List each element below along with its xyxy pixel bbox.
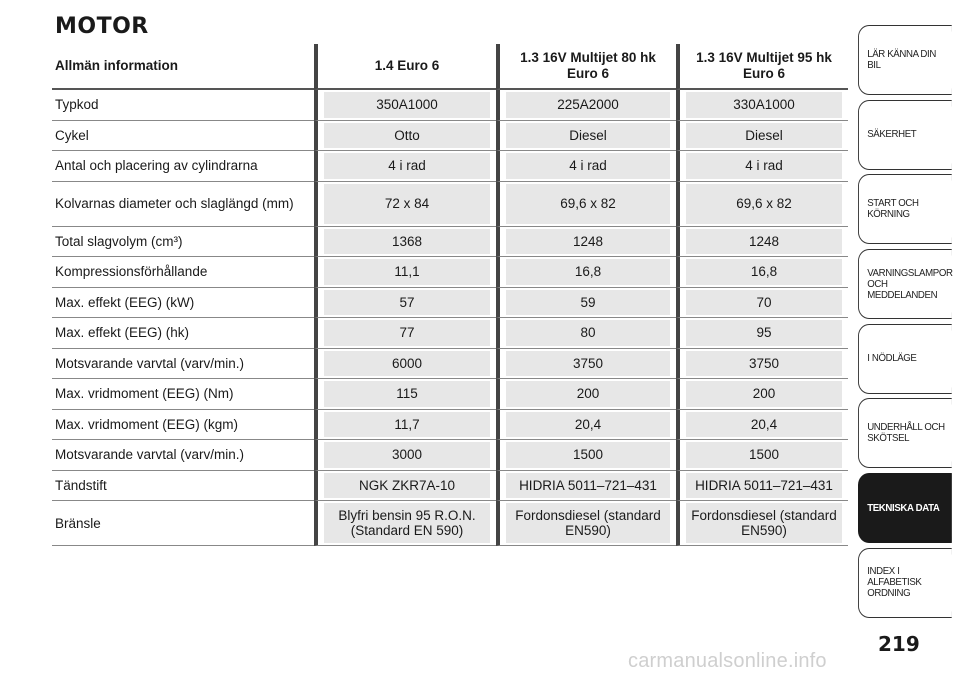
chapter-tab-label: TEKNISKA DATA (867, 501, 940, 514)
cell-value: 4 i rad (388, 158, 426, 174)
value-cell (496, 318, 676, 349)
cell-value: 95 (756, 325, 772, 341)
value-cell (314, 471, 496, 502)
page-title: MOTOR (55, 14, 149, 39)
cell-value: 3750 (748, 355, 780, 371)
table-row (52, 318, 848, 349)
table-row (52, 288, 848, 319)
row-label: Total slagvolym (cm³) (52, 227, 314, 258)
value-cell (496, 410, 676, 441)
value-cell (676, 288, 848, 319)
cell-value: 1248 (572, 233, 604, 249)
cell-value: 4 i rad (745, 158, 783, 174)
table-row (52, 151, 848, 182)
row-label: Antal och placering av cylindrarna (52, 151, 314, 182)
chapter-tab-7[interactable] (858, 473, 952, 543)
chapter-tab-3[interactable] (858, 174, 952, 244)
value-cell (314, 121, 496, 152)
cell-value: 3750 (572, 355, 604, 371)
row-label: Bränsle (52, 501, 314, 546)
row-label: Max. vridmoment (EEG) (Nm) (52, 379, 314, 410)
cell-value: 1368 (391, 233, 423, 249)
value-cell (676, 318, 848, 349)
value-cell (496, 501, 676, 546)
chapter-tab-label: I NÖDLÄGE (867, 352, 917, 365)
value-cell (676, 501, 848, 546)
value-cell (496, 151, 676, 182)
cell-value: 1500 (572, 447, 604, 463)
cell-value: 16,8 (750, 264, 778, 280)
value-cell (496, 90, 676, 121)
chapter-tab-label: VARNINGSLAMPOR OCH MEDDELANDEN (867, 266, 953, 301)
cell-value: HIDRIA 5011–721–431 (519, 477, 657, 493)
table-row (52, 440, 848, 471)
cell-value: Diesel (745, 127, 783, 143)
cell-value: Fordonsdiesel (standard EN590) (515, 508, 661, 538)
row-label: Kolvarnas diameter och slaglängd (mm) (52, 182, 314, 227)
value-cell (314, 227, 496, 258)
cell-value: 330A1000 (733, 97, 795, 113)
cell-value: Diesel (569, 127, 607, 143)
value-cell (676, 257, 848, 288)
cell-value: 72 x 84 (384, 196, 430, 211)
value-cell (496, 440, 676, 471)
row-label: Tändstift (52, 471, 314, 502)
cell-value: 6000 (391, 355, 423, 371)
cell-value: 1248 (748, 233, 780, 249)
value-cell (496, 379, 676, 410)
cell-value: 59 (580, 294, 596, 310)
table-row (52, 471, 848, 502)
table-row (52, 379, 848, 410)
cell-value: 3000 (391, 447, 423, 463)
column-header-engine-3: 1.3 16V Multijet 95 hk Euro 6 (676, 44, 848, 90)
value-cell (496, 349, 676, 380)
cell-value: 57 (399, 294, 415, 310)
chapter-tab-6[interactable] (858, 398, 952, 468)
chapter-tab-label: START OCH KÖRNING (867, 197, 919, 221)
cell-value: 350A1000 (376, 97, 438, 113)
chapter-tab-8[interactable] (858, 548, 952, 618)
value-cell (314, 501, 496, 546)
value-cell (314, 349, 496, 380)
chapter-tab-5[interactable] (858, 324, 952, 394)
cell-value: 16,8 (574, 264, 602, 280)
table-row (52, 182, 848, 227)
value-cell (676, 349, 848, 380)
cell-value: 11,7 (394, 416, 420, 432)
value-cell (314, 379, 496, 410)
chapter-tab-label: LÄR KÄNNA DIN BIL (867, 48, 936, 71)
table-row (52, 349, 848, 380)
row-label: Cykel (52, 121, 314, 152)
value-cell (314, 288, 496, 319)
cell-value: 77 (399, 325, 415, 341)
chapter-tab-4[interactable] (858, 249, 952, 319)
column-header-engine-2: 1.3 16V Multijet 80 hk Euro 6 (496, 44, 676, 90)
cell-value: 69,6 x 82 (736, 196, 792, 211)
value-cell (314, 257, 496, 288)
cell-value: Fordonsdiesel (standard EN590) (691, 508, 837, 538)
value-cell (676, 440, 848, 471)
cell-value: HIDRIA 5011–721–431 (695, 477, 833, 493)
cell-value: 200 (752, 386, 776, 402)
value-cell (676, 90, 848, 121)
row-label: Max. vridmoment (EEG) (kgm) (52, 410, 314, 441)
cell-value: 11,1 (394, 264, 420, 280)
cell-value: 20,4 (750, 416, 778, 432)
watermark: carmanualsonline.info (628, 650, 827, 672)
row-label: Max. effekt (EEG) (kW) (52, 288, 314, 319)
cell-value: 4 i rad (569, 158, 607, 174)
value-cell (676, 471, 848, 502)
value-cell (496, 121, 676, 152)
cell-value: Blyfri bensin 95 R.O.N. (Standard EN 590) (338, 508, 476, 538)
cell-value: Otto (394, 127, 420, 143)
value-cell (676, 182, 848, 227)
row-label: Motsvarande varvtal (varv/min.) (52, 349, 314, 380)
value-cell (314, 90, 496, 121)
cell-value: NGK ZKR7A-10 (358, 477, 456, 493)
value-cell (676, 227, 848, 258)
page-number: 219 (878, 632, 920, 656)
row-label: Typkod (52, 90, 314, 121)
value-cell (314, 440, 496, 471)
table-row (52, 501, 848, 546)
cell-value: 225A2000 (557, 97, 619, 113)
column-header-general: Allmän information (52, 44, 314, 90)
value-cell (496, 227, 676, 258)
chapter-tab-1[interactable] (858, 25, 952, 95)
cell-value: 200 (576, 386, 600, 402)
cell-value: 70 (756, 294, 772, 310)
chapter-tabs (858, 25, 960, 623)
chapter-tab-label: UNDERHÅLL OCH SKÖTSEL (867, 421, 945, 445)
column-header-engine-1: 1.4 Euro 6 (314, 44, 496, 90)
value-cell (314, 182, 496, 227)
table-row (52, 257, 848, 288)
table-row (52, 227, 848, 258)
chapter-tab-label: SÄKERHET (867, 128, 917, 141)
cell-value: 115 (396, 386, 418, 402)
value-cell (676, 410, 848, 441)
cell-value: 80 (580, 325, 596, 341)
table-row (52, 410, 848, 441)
value-cell (496, 288, 676, 319)
value-cell (314, 318, 496, 349)
value-cell (314, 410, 496, 441)
row-label: Motsvarande varvtal (varv/min.) (52, 440, 314, 471)
row-label: Max. effekt (EEG) (hk) (52, 318, 314, 349)
value-cell (676, 379, 848, 410)
chapter-tab-2[interactable] (858, 100, 952, 170)
table-header-row (52, 44, 848, 90)
value-cell (496, 182, 676, 227)
value-cell (676, 121, 848, 152)
table-body (52, 90, 848, 546)
cell-value: 20,4 (574, 416, 602, 432)
value-cell (496, 257, 676, 288)
value-cell (496, 471, 676, 502)
value-cell (314, 151, 496, 182)
cell-value: 69,6 x 82 (560, 196, 616, 211)
table-row (52, 121, 848, 152)
cell-value: 1500 (748, 447, 780, 463)
row-label: Kompressionsförhållande (52, 257, 314, 288)
chapter-tab-label: INDEX I ALFABETISK ORDNING (867, 565, 922, 600)
value-cell (676, 151, 848, 182)
table-row (52, 90, 848, 121)
engine-spec-table (52, 44, 848, 546)
